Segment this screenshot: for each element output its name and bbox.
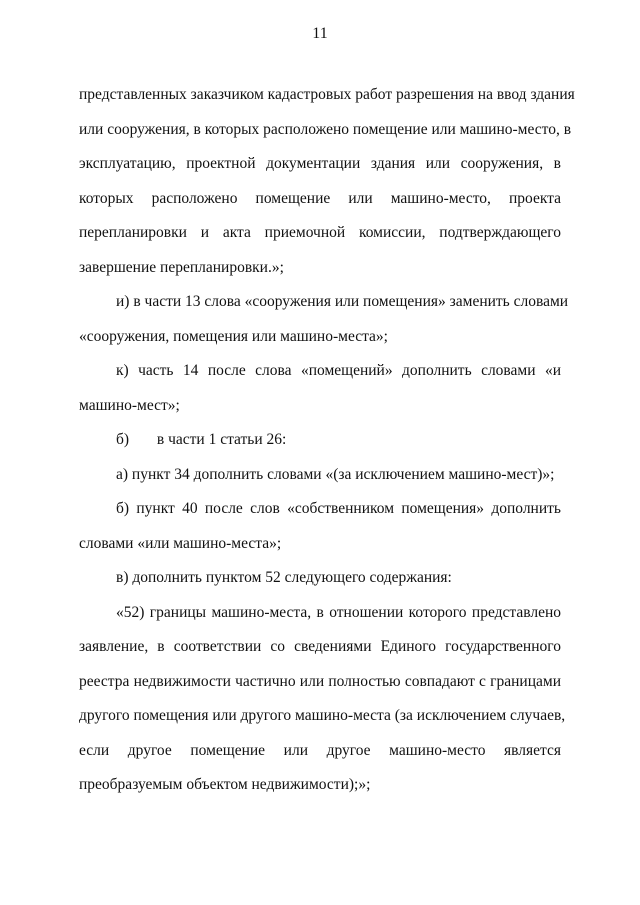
- text-line: в) дополнить пунктом 52 следующего содержания:: [116, 569, 452, 586]
- page-number: 11: [312, 25, 328, 42]
- text-line: перепланировки и акта приемочной комиссии, подтверждающего: [79, 224, 561, 241]
- list-text: в части 1 статьи 26:: [156, 431, 287, 448]
- text-line: заявление, в соответствии со сведениями Единого государственного: [79, 638, 561, 655]
- text-line: преобразуемым объектом недвижимости);»;: [79, 776, 371, 793]
- text-line: представленных заказчиком кадастровых работ разрешения на ввод здания: [79, 86, 575, 103]
- text-line: реестра недвижимости частично или полностью совпадают с границами: [79, 672, 561, 690]
- text-line: которых расположено помещение или машино-место, проекта: [79, 189, 561, 207]
- text-line: если другое помещение или другое машино-место является: [79, 741, 561, 759]
- document-body: [79, 78, 575, 803]
- text-line: к) часть 14 после слова «помещений» дополнить словами «и: [116, 362, 561, 379]
- text-line: завершение перепланировки.»;: [79, 258, 284, 276]
- text-line: а) пункт 34 дополнить словами «(за исключением машино-мест)»;: [116, 465, 555, 483]
- text-line: б) пункт 40 после слов «собственником помещения» дополнить: [116, 500, 561, 517]
- text-line: словами «или машино-места»;: [79, 534, 282, 552]
- text-line: эксплуатацию, проектной документации здания или сооружения, в: [79, 155, 561, 172]
- text-line: и) в части 13 слова «сооружения или помещения» заменить словами: [116, 293, 569, 310]
- text-line: или сооружения, в которых расположено помещение или машино-место, в: [79, 120, 572, 138]
- list-marker: б): [116, 431, 130, 448]
- text-line: «52) границы машино-места, в отношении которого представлено: [116, 603, 561, 621]
- text-line: «сооружения, помещения или машино-места»;: [79, 327, 388, 345]
- text-line: другого помещения или другого машино-места (за исключением случаев,: [79, 707, 566, 724]
- text-line: [79, 423, 561, 458]
- text-line: машино-мест»;: [79, 396, 180, 414]
